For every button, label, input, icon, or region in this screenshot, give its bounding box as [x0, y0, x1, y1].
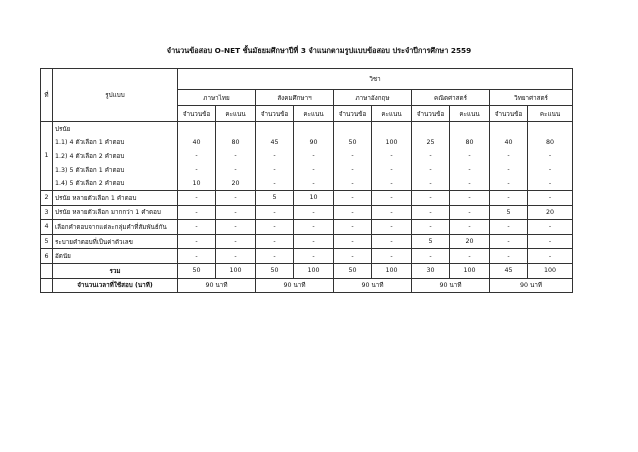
total-cell: 50	[178, 263, 216, 278]
cell: -	[450, 149, 490, 163]
cell: -	[256, 163, 294, 177]
total-cell: 50	[256, 263, 294, 278]
cell: -	[334, 220, 372, 235]
cell: -	[256, 249, 294, 264]
cell: -	[334, 234, 372, 249]
header-score: คะแนน	[294, 106, 334, 122]
cell: -	[372, 234, 412, 249]
cell: -	[216, 163, 256, 177]
cell: 45	[256, 136, 294, 150]
cell: -	[450, 176, 490, 190]
row-number: 5	[41, 234, 53, 249]
header-subject: วิทยาศาสตร์	[490, 90, 573, 106]
time-cell: 90 นาที	[412, 278, 490, 293]
cell: -	[216, 149, 256, 163]
cell: -	[490, 176, 528, 190]
cell: -	[450, 190, 490, 205]
cell: -	[256, 176, 294, 190]
cell: -	[490, 149, 528, 163]
cell: -	[412, 220, 450, 235]
cell: 80	[216, 136, 256, 150]
cell: -	[412, 249, 450, 264]
cell: -	[528, 149, 573, 163]
time-cell: 90 นาที	[256, 278, 334, 293]
header-no: ที่	[41, 69, 53, 122]
cell: 5	[256, 190, 294, 205]
cell: -	[334, 149, 372, 163]
table-row	[41, 176, 573, 190]
row-label: 1.1) 4 ตัวเลือก 1 คำตอบ	[53, 136, 178, 150]
cell: -	[528, 190, 573, 205]
cell: -	[216, 249, 256, 264]
table-row	[41, 234, 573, 249]
time-row	[41, 278, 573, 293]
cell: -	[178, 249, 216, 264]
header-score: คะแนน	[216, 106, 256, 122]
header-subject-group: วิชา	[178, 69, 573, 90]
total-row	[41, 263, 573, 278]
table-row	[41, 249, 573, 264]
cell: 20	[216, 176, 256, 190]
cell: 10	[294, 190, 334, 205]
row-label: ปรนัย หลายตัวเลือก มากกว่า 1 คำตอบ	[53, 205, 178, 220]
cell: -	[256, 220, 294, 235]
table-row	[41, 149, 573, 163]
cell: -	[334, 249, 372, 264]
cell: -	[294, 205, 334, 220]
time-cell: 90 นาที	[178, 278, 256, 293]
cell: -	[412, 149, 450, 163]
cell: -	[294, 220, 334, 235]
cell: 20	[450, 234, 490, 249]
cell: 40	[490, 136, 528, 150]
cell: -	[372, 205, 412, 220]
total-cell: 100	[528, 263, 573, 278]
header-count: จำนวนข้อ	[412, 106, 450, 122]
table-row	[41, 136, 573, 150]
row-label: ปรนัย หลายตัวเลือก 1 คำตอบ	[53, 190, 178, 205]
cell: -	[412, 205, 450, 220]
table-row	[41, 163, 573, 177]
cell: -	[216, 190, 256, 205]
total-cell: 100	[294, 263, 334, 278]
row-label: อัตนัย	[53, 249, 178, 264]
row-label: 1.4) 5 ตัวเลือก 2 คำตอบ	[53, 176, 178, 190]
cell: -	[334, 163, 372, 177]
cell: 90	[294, 136, 334, 150]
cell: 50	[334, 136, 372, 150]
cell: 5	[490, 205, 528, 220]
table-row	[41, 205, 573, 220]
header-count: จำนวนข้อ	[334, 106, 372, 122]
cell: -	[178, 205, 216, 220]
group1-title-row	[41, 122, 573, 136]
cell: -	[490, 163, 528, 177]
row-number: 1	[41, 122, 53, 191]
row-label: ระบายคำตอบที่เป็นค่าตัวเลข	[53, 234, 178, 249]
row-number: 2	[41, 190, 53, 205]
cell: -	[450, 249, 490, 264]
total-cell: 45	[490, 263, 528, 278]
cell: -	[294, 234, 334, 249]
row-number: 6	[41, 249, 53, 264]
header-score: คะแนน	[372, 106, 412, 122]
table-row	[41, 190, 573, 205]
cell: -	[372, 220, 412, 235]
header-subject: ภาษาอังกฤษ	[334, 90, 412, 106]
total-cell: 100	[216, 263, 256, 278]
cell: -	[334, 176, 372, 190]
cell: -	[294, 176, 334, 190]
cell: -	[256, 149, 294, 163]
header-count: จำนวนข้อ	[490, 106, 528, 122]
cell: -	[528, 176, 573, 190]
cell: 100	[372, 136, 412, 150]
cell: -	[528, 220, 573, 235]
total-cell: 100	[372, 263, 412, 278]
cell: -	[216, 205, 256, 220]
cell: -	[256, 205, 294, 220]
cell: -	[450, 163, 490, 177]
time-cell: 90 นาที	[490, 278, 573, 293]
header-subject: ภาษาไทย	[178, 90, 256, 106]
cell: -	[528, 163, 573, 177]
cell: -	[178, 190, 216, 205]
total-cell: 50	[334, 263, 372, 278]
cell: -	[334, 205, 372, 220]
cell: -	[294, 163, 334, 177]
row-number: 3	[41, 205, 53, 220]
header-subject: คณิตศาสตร์	[412, 90, 490, 106]
cell: -	[412, 163, 450, 177]
cell: -	[178, 149, 216, 163]
cell: -	[450, 220, 490, 235]
header-count: จำนวนข้อ	[256, 106, 294, 122]
cell: 10	[178, 176, 216, 190]
cell: -	[334, 190, 372, 205]
exam-format-table	[40, 68, 573, 293]
total-cell: 100	[450, 263, 490, 278]
cell: 20	[528, 205, 573, 220]
header-score: คะแนน	[528, 106, 573, 122]
cell: -	[178, 220, 216, 235]
total-label: รวม	[53, 263, 178, 278]
cell: -	[256, 234, 294, 249]
cell: -	[372, 149, 412, 163]
cell: -	[178, 234, 216, 249]
cell: -	[490, 234, 528, 249]
cell: -	[412, 190, 450, 205]
time-label: จำนวนเวลาที่ใช้สอบ (นาที)	[53, 278, 178, 293]
header-format: รูปแบบ	[53, 69, 178, 122]
cell: -	[294, 249, 334, 264]
cell: -	[372, 190, 412, 205]
cell: -	[216, 234, 256, 249]
row-number: 4	[41, 220, 53, 235]
group1-title: ปรนัย	[53, 122, 178, 136]
header-row-1	[41, 69, 573, 90]
cell: 5	[412, 234, 450, 249]
header-subject: สังคมศึกษาฯ	[256, 90, 334, 106]
cell: 80	[528, 136, 573, 150]
cell: -	[490, 220, 528, 235]
total-cell: 30	[412, 263, 450, 278]
cell: -	[528, 234, 573, 249]
cell: 25	[412, 136, 450, 150]
cell: 80	[450, 136, 490, 150]
row-label: เลือกคำตอบจากแต่ละกลุ่มคำที่สัมพันธ์กัน	[53, 220, 178, 235]
cell: -	[372, 176, 412, 190]
cell: -	[178, 163, 216, 177]
row-label: 1.3) 5 ตัวเลือก 1 คำตอบ	[53, 163, 178, 177]
table-row	[41, 220, 573, 235]
header-count: จำนวนข้อ	[178, 106, 216, 122]
cell: -	[372, 163, 412, 177]
cell: -	[294, 149, 334, 163]
cell: -	[216, 220, 256, 235]
cell: -	[412, 176, 450, 190]
time-cell: 90 นาที	[334, 278, 412, 293]
cell: -	[450, 205, 490, 220]
cell: 40	[178, 136, 216, 150]
cell: -	[372, 249, 412, 264]
cell: -	[528, 249, 573, 264]
cell: -	[490, 249, 528, 264]
cell: -	[490, 190, 528, 205]
header-score: คะแนน	[450, 106, 490, 122]
page-title: จำนวนข้อสอบ O-NET ชั้นมัธยมศึกษาปีที่ 3 จำแนกตามรูปแบบข้อสอบ ประจำปีการศึกษา 2559	[166, 46, 472, 55]
row-label: 1.2) 4 ตัวเลือก 2 คำตอบ	[53, 149, 178, 163]
